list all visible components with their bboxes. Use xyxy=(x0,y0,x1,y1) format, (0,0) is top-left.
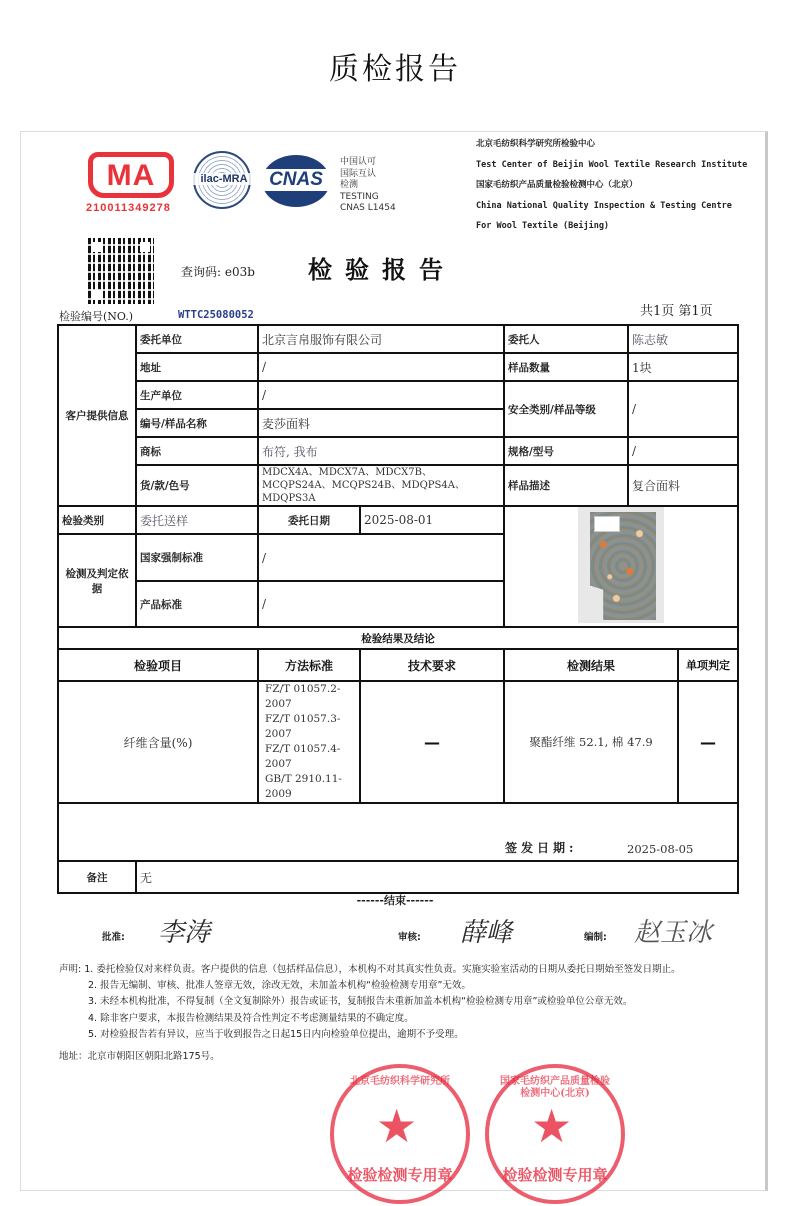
field-label: 编号/样品名称 xyxy=(136,409,258,437)
table-row xyxy=(58,861,738,893)
query-code: 查询码: e03b xyxy=(181,265,255,279)
page-count: 共1页 第1页 xyxy=(640,304,713,319)
issue-date-label: 签发日期: xyxy=(505,841,578,855)
statement-line xyxy=(59,962,749,978)
remarks-label: 备注 xyxy=(58,861,136,893)
table-row xyxy=(58,506,738,534)
statement xyxy=(59,962,749,1043)
cnas-info-line: CNAS L1454 xyxy=(340,203,396,213)
statement-item: 5. 对检验报告若有异议，应当于收到报告之日起15日内向检验单位提出，逾期不予受理。 xyxy=(88,1028,464,1040)
product-std-value: / xyxy=(258,581,504,627)
test-basis-label: 检测及判定依据 xyxy=(58,534,136,627)
field-label: 委托单位 xyxy=(136,325,258,353)
field-label: 委托人 xyxy=(504,325,628,353)
cnas-accreditation-info xyxy=(340,157,396,215)
test-result: 聚酯纤维 52.1, 棉 47.9 xyxy=(504,681,678,803)
inspection-stamp xyxy=(330,1064,470,1204)
remarks-value: 无 xyxy=(136,861,738,893)
column-header-method: 方法标准 xyxy=(258,649,360,681)
page-title: 质检报告 xyxy=(329,52,461,87)
statement-item: 4. 除非客户要求，本报告检测结果及符合性判定不考虑测量结果的不确定度。 xyxy=(88,1012,414,1024)
commission-date-label: 委托日期 xyxy=(258,506,360,534)
star-icon: ★ xyxy=(376,1099,418,1153)
compile-signature: 赵玉冰 xyxy=(634,918,713,948)
address-value: / xyxy=(258,353,504,381)
trademark-value: 布符, 我布 xyxy=(258,437,504,465)
sample-quantity-value: 1块 xyxy=(628,353,738,381)
inspection-type-label: 检验类别 xyxy=(58,506,136,534)
results-header-row xyxy=(58,649,738,681)
inspection-type-value: 委托送样 xyxy=(136,506,258,534)
stamp-ring-text: 北京毛纺织科学研究所 xyxy=(350,1076,450,1087)
end-marker: ------结束------ xyxy=(356,894,434,907)
method-standard: FZ/T 01057.3-2007 xyxy=(265,713,341,740)
lab-info-line: Test Center of Beijin Wool Textile Research Institute xyxy=(476,159,748,170)
cnas-info-line: 检测 xyxy=(340,180,359,190)
column-header-item: 检验项目 xyxy=(58,649,258,681)
field-label: 生产单位 xyxy=(136,381,258,409)
report-no-label: 检验编号(NO.) xyxy=(59,310,134,323)
item-judgment: — xyxy=(678,681,738,803)
lab-info-line: 国家毛纺织产品质量检验检测中心（北京） xyxy=(476,180,638,190)
lab-info-line: For Wool Textile (Beijing) xyxy=(476,221,610,231)
issue-date-value: 2025-08-05 xyxy=(627,842,694,856)
compile-label: 编制: xyxy=(584,932,607,943)
approve-label: 批准: xyxy=(102,932,125,943)
address: 地址：北京市朝阳区朝阳北路175号。 xyxy=(59,1051,220,1062)
field-label: 安全类别/样品等级 xyxy=(504,381,628,437)
cnas-info-line: 中国认可 xyxy=(340,157,377,167)
field-label: 商标 xyxy=(136,437,258,465)
approve-signature: 李涛 xyxy=(158,918,211,948)
table-row xyxy=(58,353,738,381)
table-row xyxy=(58,381,738,409)
lab-info-line: 北京毛纺织科学研究所检验中心 xyxy=(476,139,596,149)
inspection-stamp xyxy=(485,1064,625,1204)
method-standard: FZ/T 01057.4-2007 xyxy=(265,743,341,770)
sample-description-value: 复合面料 xyxy=(628,465,738,506)
national-std-value: / xyxy=(258,534,504,581)
cma-logo xyxy=(88,152,174,198)
field-label: 规格/型号 xyxy=(504,437,628,465)
issue-cell xyxy=(58,803,738,861)
cma-number: 210011349278 xyxy=(86,202,171,214)
sample-name-value: 麦莎面料 xyxy=(258,409,504,437)
lab-info-line: China National Quality Inspection & Testing Centre xyxy=(476,200,732,211)
review-signature: 薛峰 xyxy=(460,918,513,948)
table-row xyxy=(58,437,738,465)
statement-item: 2. 报告无编制、审核、批准人签章无效，涂改无效，未加盖本机构“检验检测专用章”无效。 xyxy=(88,980,471,992)
lab-info xyxy=(476,134,747,237)
client-unit-value: 北京言帛服饰有限公司 xyxy=(258,325,504,353)
qr-code[interactable] xyxy=(88,238,154,304)
column-header-judgment: 单项判定 xyxy=(678,649,738,681)
spec-model-value: / xyxy=(628,437,738,465)
sample-tag-image xyxy=(594,516,620,532)
sample-photo-cell xyxy=(504,506,738,627)
results-row xyxy=(58,681,738,803)
client-info-group-label: 客户提供信息 xyxy=(58,325,136,506)
method-standard: FZ/T 01057.2-2007 xyxy=(265,683,341,710)
statement-item: 3. 未经本机构批准，不得复制（全文复制除外）报告或证书，复制报告未重新加盖本机构“检验检测专用章”或检验单位公章无效。 xyxy=(88,996,633,1008)
table-row xyxy=(58,325,738,353)
field-label: 样品数量 xyxy=(504,353,628,381)
cnas-logo xyxy=(262,155,330,207)
star-icon: ★ xyxy=(531,1099,573,1153)
table-row xyxy=(58,627,738,649)
column-header-requirement: 技术要求 xyxy=(360,649,504,681)
report-no: WTTC25080052 xyxy=(178,309,254,321)
stamp-text: 检验检测专用章 xyxy=(347,1166,453,1184)
producer-value: / xyxy=(258,381,504,409)
statement-label: 声明: xyxy=(59,964,82,975)
stamp-ring-text: 国家毛纺织产品质量检验检测中心(北京) xyxy=(500,1076,610,1099)
table-row xyxy=(58,465,738,506)
field-label: 地址 xyxy=(136,353,258,381)
report-table xyxy=(57,324,739,894)
cma-logo-text: MA xyxy=(106,159,156,192)
style-color-value: MDCX4A、MDCX7A、MDCX7B、MCQPS24A、MCQPS24B、MDQPS4A、MDQPS3A xyxy=(258,465,504,506)
national-std-label: 国家强制标准 xyxy=(136,534,258,581)
field-label: 样品描述 xyxy=(504,465,628,506)
sample-photo[interactable] xyxy=(578,507,664,623)
statement-item: 1. 委托检验仅对来样负责。客户提供的信息（包括样品信息），本机构不对其真实性负责。实施实验室活动的日期从委托日期始至签发日期止。 xyxy=(84,964,681,975)
cnas-info-line: TESTING xyxy=(340,191,379,202)
commission-date-value: 2025-08-01 xyxy=(360,506,504,534)
ilac-logo-text: ilac-MRA xyxy=(191,173,257,185)
technical-requirement: — xyxy=(360,681,504,803)
cnas-info-line: 国际互认 xyxy=(340,168,377,179)
column-header-result: 检测结果 xyxy=(504,649,678,681)
method-standard: GB/T 2910.11-2009 xyxy=(265,773,342,800)
ilac-mra-logo xyxy=(193,151,251,209)
product-std-label: 产品标准 xyxy=(136,581,258,627)
stamp-text: 检验检测专用章 xyxy=(502,1166,608,1184)
method-standards xyxy=(258,681,360,803)
safety-grade-value: / xyxy=(628,381,738,437)
results-section-title: 检验结果及结论 xyxy=(58,627,738,649)
test-item: 纤维含量(%) xyxy=(58,681,258,803)
review-label: 审核: xyxy=(398,932,421,943)
table-row xyxy=(58,803,738,861)
report-title: 检验报告 xyxy=(308,255,456,284)
client-person-value: 陈志敏 xyxy=(628,325,738,353)
cnas-logo-text: CNAS xyxy=(258,169,334,191)
field-label: 货/款/色号 xyxy=(136,465,258,506)
